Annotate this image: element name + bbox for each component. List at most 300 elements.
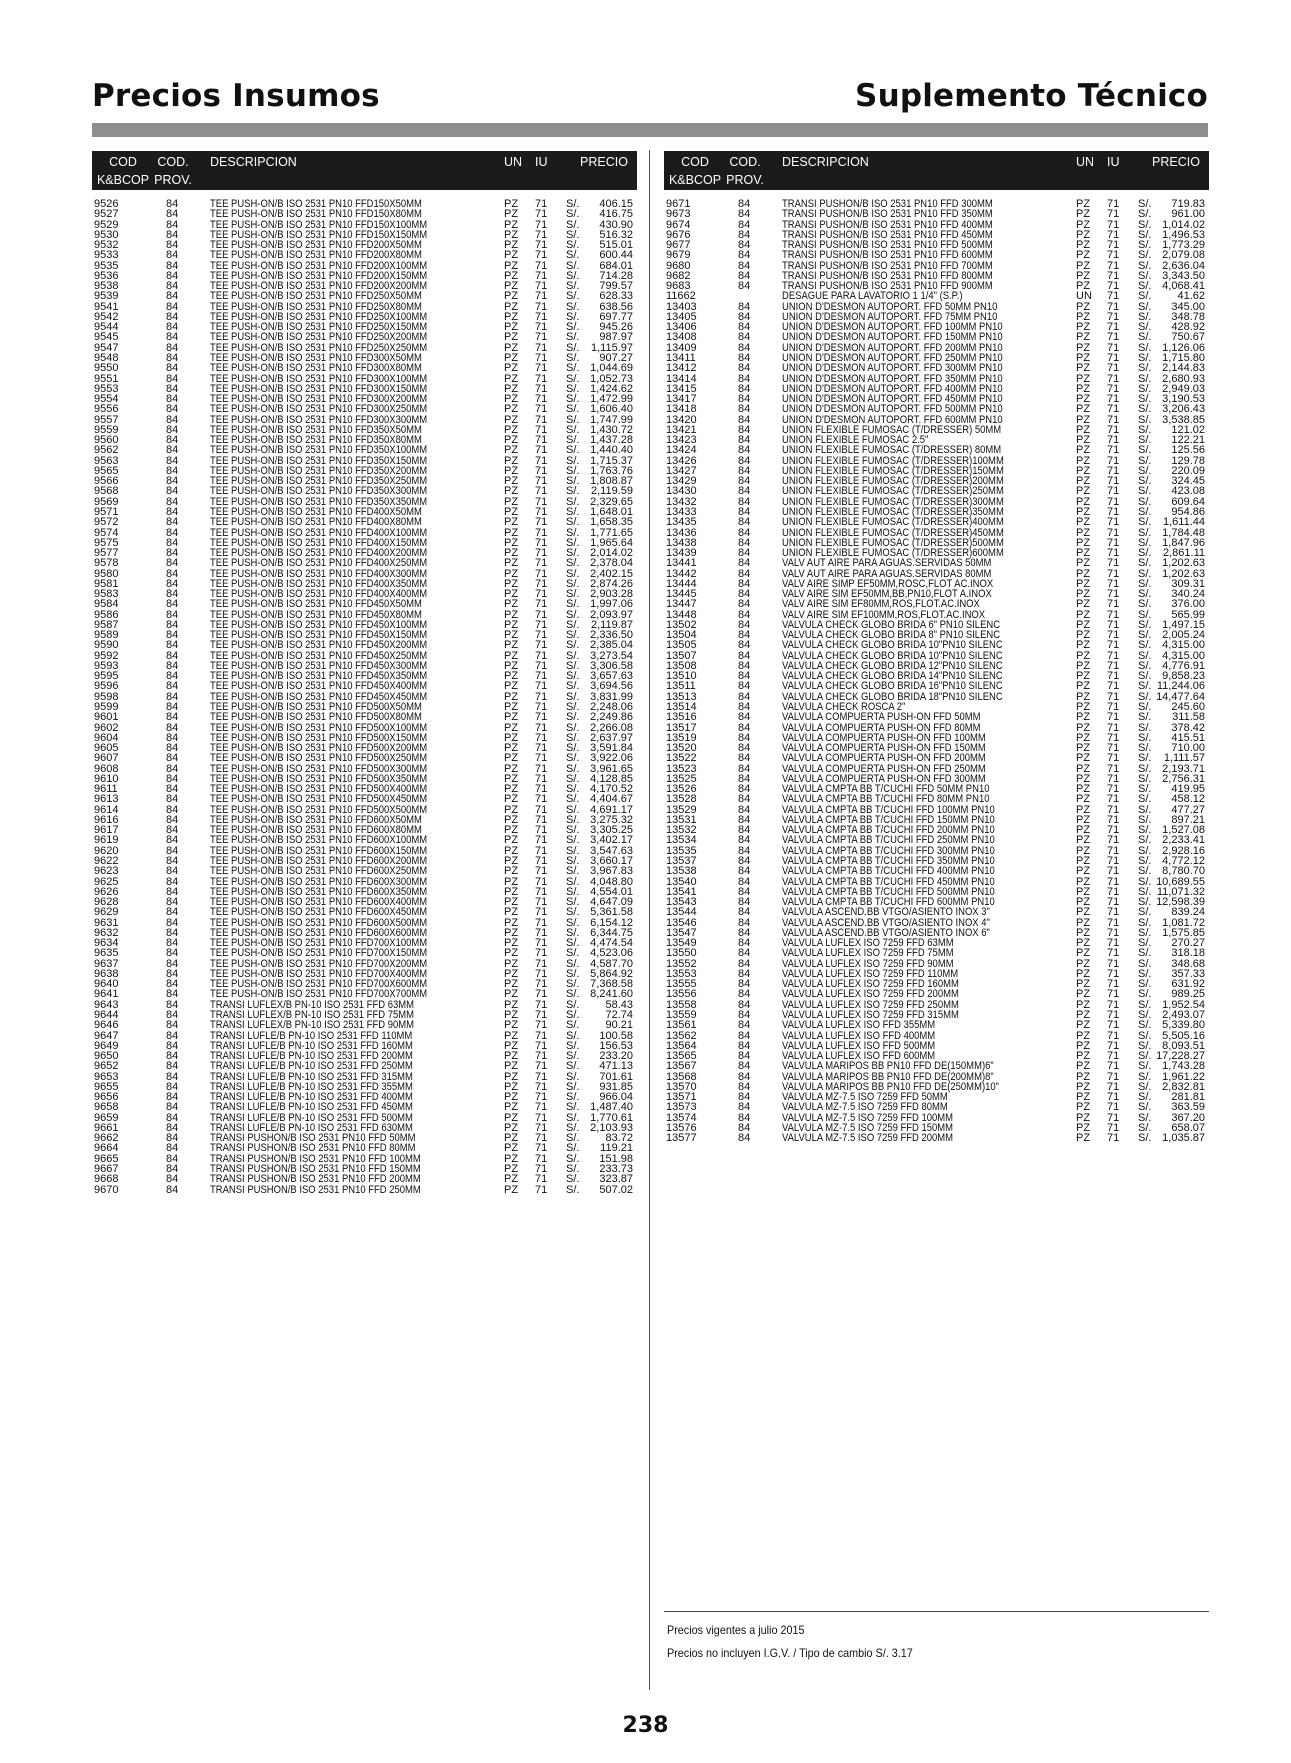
cell-iu: 71 bbox=[535, 896, 548, 909]
cell-un: PZ bbox=[504, 372, 519, 385]
cell-iu: 71 bbox=[1107, 865, 1120, 878]
cell-iu: 71 bbox=[535, 967, 548, 980]
cell-un: PZ bbox=[504, 1091, 519, 1104]
cell-prov: 84 bbox=[738, 259, 751, 272]
cell-descripcion: UNION D'DESMON AUTOPORT. FFD 200MM PN10 bbox=[782, 341, 1003, 354]
cell-currency: S/. bbox=[566, 259, 580, 272]
cell-currency: S/. bbox=[1138, 855, 1152, 867]
cell-precio: 1,052.73 bbox=[590, 372, 633, 385]
cell-prov: 84 bbox=[738, 803, 751, 816]
cell-precio: 415.51 bbox=[1171, 731, 1205, 744]
cell-precio: 1,081.72 bbox=[1162, 916, 1205, 929]
cell-un: PZ bbox=[504, 967, 519, 980]
cell-precio: 2,378.04 bbox=[590, 557, 633, 570]
cell-un: PZ bbox=[1076, 875, 1091, 888]
cell-cod: 9601 bbox=[94, 711, 119, 724]
cell-prov: 84 bbox=[166, 855, 179, 867]
cell-currency: S/. bbox=[566, 701, 580, 714]
cell-prov: 84 bbox=[738, 772, 751, 785]
cell-currency: S/. bbox=[566, 967, 580, 980]
cell-precio: 961.00 bbox=[1171, 208, 1205, 221]
cell-un: PZ bbox=[504, 865, 519, 878]
cell-un: PZ bbox=[504, 1173, 519, 1186]
cell-descripcion: VALVULA COMPUERTA PUSH-ON FFD 250MM bbox=[782, 762, 986, 775]
cell-descripcion: TEE PUSH-ON/B ISO 2531 PN10 FFD400X100MM bbox=[210, 526, 428, 539]
cell-descripcion: DESAGUE PARA LAVATORIO 1 1/4" (S.P.) bbox=[782, 290, 963, 303]
cell-prov: 84 bbox=[738, 834, 751, 847]
cell-descripcion: VALVULA CMPTA BB T/CUCHI FFD 150MM PN10 bbox=[782, 813, 995, 826]
cell-iu: 71 bbox=[535, 1019, 548, 1032]
cell-precio: 2,680.93 bbox=[1162, 372, 1205, 385]
cell-precio: 1,202.63 bbox=[1162, 567, 1205, 580]
cell-cod: 9607 bbox=[94, 752, 119, 765]
cell-currency: S/. bbox=[1138, 803, 1152, 816]
cell-cod: 9652 bbox=[94, 1060, 119, 1073]
cell-currency: S/. bbox=[566, 947, 580, 960]
cell-un: PZ bbox=[504, 772, 519, 785]
cell-descripcion: UNION D'DESMON AUTOPORT. FFD 600MM PN10 bbox=[782, 413, 1003, 426]
cell-descripcion: VALVULA CHECK GLOBO BRIDA 14"PN10 SILENC bbox=[782, 670, 1003, 683]
cell-iu: 71 bbox=[1107, 588, 1120, 601]
cell-prov: 84 bbox=[738, 844, 751, 857]
table-row bbox=[664, 1133, 1209, 1143]
cell-prov: 84 bbox=[166, 988, 179, 1001]
cell-iu: 71 bbox=[535, 393, 548, 406]
cell-iu: 71 bbox=[535, 639, 548, 652]
cell-un: PZ bbox=[1076, 1050, 1091, 1063]
cell-iu: 71 bbox=[1107, 547, 1120, 560]
cell-precio: 3,206.43 bbox=[1162, 403, 1205, 416]
cell-precio: 1,575.85 bbox=[1162, 926, 1205, 939]
cell-precio: 83.72 bbox=[605, 1132, 633, 1145]
cell-descripcion: TRANSI LUFLE/B PN-10 ISO 2531 FFD 355MM bbox=[210, 1080, 413, 1093]
cell-descripcion: TRANSI PUSHON/B ISO 2531 PN10 FFD 300MM bbox=[782, 198, 993, 210]
cell-iu: 71 bbox=[535, 495, 548, 508]
cell-prov: 84 bbox=[166, 495, 179, 508]
cell-precio: 1,808.87 bbox=[590, 475, 633, 488]
cell-prov: 84 bbox=[738, 382, 751, 395]
cell-iu: 71 bbox=[535, 505, 548, 518]
cell-iu: 71 bbox=[535, 1173, 548, 1186]
cell-un: PZ bbox=[504, 228, 519, 241]
cell-descripcion: VALVULA LUFLEX ISO 7259 FFD 63MM bbox=[782, 937, 954, 950]
cell-iu: 71 bbox=[535, 1091, 548, 1104]
cell-descripcion: VALVULA ASCEND.BB VTGO/ASIENTO INOX 6" bbox=[782, 926, 990, 939]
column-header-cod: COD K&BCOP bbox=[668, 155, 722, 187]
cell-cod: 9593 bbox=[94, 659, 119, 672]
cell-un: PZ bbox=[1076, 567, 1091, 580]
cell-currency: S/. bbox=[566, 536, 580, 549]
cell-cod: 13562 bbox=[666, 1029, 697, 1042]
cell-cod: 13538 bbox=[666, 865, 697, 878]
cell-iu: 71 bbox=[535, 464, 548, 477]
cell-prov: 84 bbox=[738, 526, 751, 539]
cell-precio: 750.67 bbox=[1171, 331, 1205, 344]
cell-currency: S/. bbox=[1138, 1050, 1152, 1063]
cell-un: PZ bbox=[504, 208, 519, 221]
cell-precio: 5,339.80 bbox=[1162, 1019, 1205, 1032]
cell-descripcion: VALV AUT AIRE PARA AGUAS.SERVIDAS 50MM bbox=[782, 557, 992, 570]
cell-precio: 1,747.99 bbox=[590, 413, 633, 426]
cell-cod: 9650 bbox=[94, 1050, 119, 1063]
cell-precio: 156.53 bbox=[599, 1039, 633, 1052]
cell-prov: 84 bbox=[738, 547, 751, 560]
cell-cod: 13411 bbox=[666, 351, 696, 364]
cell-descripcion: UNION D'DESMON AUTOPORT. FFD 100MM PN10 bbox=[782, 321, 1003, 334]
cell-cod: 9677 bbox=[666, 239, 691, 252]
cell-descripcion: UNION D'DESMON AUTOPORT. FFD 250MM PN10 bbox=[782, 351, 1003, 364]
cell-un: PZ bbox=[504, 310, 519, 323]
cell-descripcion: TEE PUSH-ON/B ISO 2531 PN10 FFD250X200MM bbox=[210, 331, 428, 344]
cell-un: PZ bbox=[1076, 947, 1091, 960]
cell-un: PZ bbox=[1076, 516, 1091, 529]
cell-currency: S/. bbox=[566, 547, 580, 560]
cell-un: PZ bbox=[504, 896, 519, 909]
cell-descripcion: VALVULA CHECK GLOBO BRIDA 10"PN10 SILENC bbox=[782, 649, 1003, 662]
cell-cod: 9656 bbox=[94, 1091, 119, 1104]
table-row bbox=[664, 1020, 1209, 1030]
cell-cod: 9554 bbox=[94, 393, 119, 406]
cell-precio: 701.61 bbox=[599, 1070, 633, 1083]
cell-descripcion: TEE PUSH-ON/B ISO 2531 PN10 FFD450X80MM bbox=[210, 608, 422, 621]
cell-descripcion: VALVULA CMPTA BB T/CUCHI FFD 350MM PN10 bbox=[782, 855, 995, 867]
cell-precio: 423.08 bbox=[1171, 485, 1205, 498]
cell-iu: 71 bbox=[535, 875, 548, 888]
cell-iu: 71 bbox=[1107, 1029, 1120, 1042]
cell-descripcion: VALVULA LUFLEX ISO 7259 FFD 75MM bbox=[782, 947, 954, 960]
cell-currency: S/. bbox=[566, 824, 580, 837]
cell-currency: S/. bbox=[566, 793, 580, 806]
cell-descripcion: TEE PUSH-ON/B ISO 2531 PN10 FFD700X700MM bbox=[210, 988, 428, 1001]
cell-descripcion: VALVULA LUFLEX ISO 7259 FFD 315MM bbox=[782, 1008, 959, 1021]
cell-iu: 71 bbox=[535, 1142, 548, 1155]
cell-precio: 2,103.93 bbox=[590, 1121, 633, 1134]
cell-iu: 71 bbox=[1107, 844, 1120, 857]
page-title-left: Precios Insumos bbox=[92, 78, 380, 114]
cell-precio: 2,119.59 bbox=[590, 485, 633, 498]
cell-prov: 84 bbox=[166, 824, 179, 837]
cell-iu: 71 bbox=[535, 618, 548, 631]
cell-currency: S/. bbox=[566, 1070, 580, 1083]
cell-descripcion: TEE PUSH-ON/B ISO 2531 PN10 FFD400X250MM bbox=[210, 557, 428, 570]
cell-descripcion: VALVULA LUFLEX ISO FFD 400MM bbox=[782, 1029, 936, 1042]
cell-prov: 84 bbox=[738, 444, 751, 457]
cell-un: PZ bbox=[1076, 1101, 1091, 1114]
cell-cod: 13540 bbox=[666, 875, 697, 888]
cell-descripcion: UNION FLEXIBLE FUMOSAC (T/DRESSER)250MM bbox=[782, 485, 1004, 498]
column-header-cod: COD K&BCOP bbox=[96, 155, 150, 187]
cell-cod: 9629 bbox=[94, 906, 119, 919]
cell-iu: 71 bbox=[535, 434, 548, 447]
cell-currency: S/. bbox=[566, 290, 580, 303]
cell-un: PZ bbox=[1076, 896, 1091, 909]
cell-iu: 71 bbox=[1107, 967, 1120, 980]
cell-un: PZ bbox=[504, 475, 519, 488]
cell-currency: S/. bbox=[1138, 618, 1152, 631]
cell-prov: 84 bbox=[738, 937, 751, 950]
cell-descripcion: TEE PUSH-ON/B ISO 2531 PN10 FFD500X300MM bbox=[210, 762, 428, 775]
cell-cod: 13564 bbox=[666, 1039, 697, 1052]
cell-cod: 9641 bbox=[94, 988, 119, 1001]
cell-currency: S/. bbox=[566, 721, 580, 734]
cell-un: PZ bbox=[1076, 1121, 1091, 1134]
cell-iu: 71 bbox=[1107, 1132, 1120, 1145]
cell-descripcion: TEE PUSH-ON/B ISO 2531 PN10 FFD600X300MM bbox=[210, 875, 428, 888]
cell-cod: 13529 bbox=[666, 803, 697, 816]
cell-precio: 931.85 bbox=[599, 1080, 633, 1093]
cell-precio: 565.99 bbox=[1171, 608, 1205, 621]
cell-iu: 71 bbox=[535, 772, 548, 785]
cell-cod: 13516 bbox=[666, 711, 697, 724]
cell-iu: 71 bbox=[535, 310, 548, 323]
column-header-un: UN bbox=[1076, 155, 1095, 169]
cell-cod: 9595 bbox=[94, 670, 119, 683]
cell-un: PZ bbox=[504, 577, 519, 590]
cell-cod: 13420 bbox=[666, 413, 697, 426]
cell-iu: 71 bbox=[1107, 526, 1120, 539]
cell-cod: 11662 bbox=[666, 290, 696, 303]
cell-descripcion: TEE PUSH-ON/B ISO 2531 PN10 FFD450X400MM bbox=[210, 680, 428, 693]
cell-prov: 84 bbox=[166, 906, 179, 919]
cell-iu: 71 bbox=[535, 1039, 548, 1052]
cell-un: PZ bbox=[504, 485, 519, 498]
cell-un: PZ bbox=[1076, 372, 1091, 385]
cell-precio: 1,763.76 bbox=[590, 464, 633, 477]
cell-prov: 84 bbox=[166, 649, 179, 662]
cell-un: PZ bbox=[1076, 690, 1091, 703]
cell-cod: 13436 bbox=[666, 526, 697, 539]
cell-precio: 5,864.92 bbox=[590, 967, 633, 980]
cell-descripcion: VALVULA COMPUERTA PUSH-ON FFD 300MM bbox=[782, 772, 986, 785]
cell-iu: 71 bbox=[1107, 885, 1120, 898]
cell-currency: S/. bbox=[566, 865, 580, 878]
cell-descripcion: TRANSI PUSHON/B ISO 2531 PN10 FFD 100MM bbox=[210, 1152, 421, 1165]
cell-precio: 3,660.17 bbox=[590, 855, 633, 867]
cell-currency: S/. bbox=[1138, 259, 1152, 272]
cell-descripcion: VALVULA LUFLEX ISO FFD 500MM bbox=[782, 1039, 936, 1052]
cell-iu: 71 bbox=[1107, 916, 1120, 929]
cell-cod: 9611 bbox=[94, 783, 118, 796]
cell-iu: 71 bbox=[1107, 906, 1120, 919]
cell-precio: 270.27 bbox=[1171, 937, 1205, 950]
cell-cod: 13448 bbox=[666, 608, 697, 621]
cell-currency: S/. bbox=[566, 690, 580, 703]
cell-precio: 41.62 bbox=[1177, 290, 1205, 303]
cell-prov: 84 bbox=[166, 885, 179, 898]
cell-iu: 71 bbox=[535, 793, 548, 806]
cell-prov: 84 bbox=[738, 1132, 751, 1145]
cell-un: PZ bbox=[1076, 659, 1091, 672]
cell-descripcion: TEE PUSH-ON/B ISO 2531 PN10 FFD450X450MM bbox=[210, 690, 428, 703]
cell-precio: 719.83 bbox=[1171, 198, 1205, 210]
cell-prov: 84 bbox=[738, 341, 751, 354]
cell-cod: 9560 bbox=[94, 434, 119, 447]
cell-un: PZ bbox=[504, 926, 519, 939]
cell-precio: 897.21 bbox=[1171, 813, 1205, 826]
cell-cod: 9649 bbox=[94, 1039, 119, 1052]
cell-un: PZ bbox=[1076, 423, 1091, 436]
cell-descripcion: UNION FLEXIBLE FUMOSAC (T/DRESSER)100MM bbox=[782, 454, 1004, 467]
cell-currency: S/. bbox=[566, 413, 580, 426]
cell-precio: 1,715.37 bbox=[590, 454, 633, 467]
cell-iu: 71 bbox=[1107, 855, 1120, 867]
cell-prov: 84 bbox=[166, 659, 179, 672]
cell-cod: 9671 bbox=[666, 198, 691, 210]
cell-iu: 71 bbox=[1107, 813, 1120, 826]
cell-currency: S/. bbox=[566, 988, 580, 1001]
cell-currency: S/. bbox=[566, 341, 580, 354]
cell-precio: 638.56 bbox=[599, 300, 633, 313]
cell-un: PZ bbox=[504, 855, 519, 867]
cell-descripcion: UNION FLEXIBLE FUMOSAC (T/DRESSER) 80MM bbox=[782, 444, 1002, 457]
cell-descripcion: VALVULA MZ-7.5 ISO 7259 FFD 100MM bbox=[782, 1111, 954, 1124]
cell-descripcion: TEE PUSH-ON/B ISO 2531 PN10 FFD350X200MM bbox=[210, 464, 428, 477]
cell-iu: 71 bbox=[535, 208, 548, 221]
cell-un: PZ bbox=[504, 1070, 519, 1083]
cell-descripcion: UNION D'DESMON AUTOPORT. FFD 300MM PN10 bbox=[782, 362, 1003, 375]
cell-iu: 71 bbox=[1107, 280, 1120, 293]
cell-iu: 71 bbox=[535, 1162, 548, 1175]
cell-prov: 84 bbox=[738, 926, 751, 939]
cell-iu: 71 bbox=[535, 803, 548, 816]
cell-cod: 9670 bbox=[94, 1183, 119, 1196]
cell-iu: 71 bbox=[1107, 670, 1120, 683]
cell-iu: 71 bbox=[535, 516, 548, 529]
cell-descripcion: TEE PUSH-ON/B ISO 2531 PN10 FFD300X80MM bbox=[210, 362, 422, 375]
cell-iu: 71 bbox=[535, 351, 548, 364]
cell-un: PZ bbox=[504, 290, 519, 303]
cell-precio: 122.21 bbox=[1171, 434, 1205, 447]
cell-iu: 71 bbox=[1107, 721, 1120, 734]
cell-precio: 1,035.87 bbox=[1162, 1132, 1205, 1145]
cell-currency: S/. bbox=[1138, 464, 1152, 477]
cell-currency: S/. bbox=[566, 588, 580, 601]
cell-un: PZ bbox=[504, 1183, 519, 1196]
cell-iu: 71 bbox=[535, 844, 548, 857]
cell-precio: 345.00 bbox=[1171, 300, 1205, 313]
cell-descripcion: TEE PUSH-ON/B ISO 2531 PN10 FFD450X350MM bbox=[210, 670, 428, 683]
cell-un: PZ bbox=[504, 239, 519, 252]
cell-currency: S/. bbox=[566, 557, 580, 570]
cell-prov: 84 bbox=[166, 834, 179, 847]
cell-descripcion: TRANSI LUFLEX/B PN-10 ISO 2531 FFD 63MM bbox=[210, 998, 414, 1011]
cell-descripcion: VALVULA LUFLEX ISO FFD 600MM bbox=[782, 1050, 936, 1063]
cell-iu: 71 bbox=[1107, 701, 1120, 714]
cell-currency: S/. bbox=[1138, 239, 1152, 252]
cell-precio: 245.60 bbox=[1171, 701, 1205, 714]
cell-currency: S/. bbox=[1138, 495, 1152, 508]
cell-un: PZ bbox=[1076, 1008, 1091, 1021]
cell-currency: S/. bbox=[566, 1019, 580, 1032]
cell-descripcion: UNION D'DESMON AUTOPORT. FFD 500MM PN10 bbox=[782, 403, 1003, 416]
cell-precio: 1,997.06 bbox=[590, 598, 633, 611]
cell-cod: 9667 bbox=[94, 1162, 119, 1175]
cell-currency: S/. bbox=[1138, 916, 1152, 929]
cell-iu: 71 bbox=[535, 1101, 548, 1114]
cell-cod: 13528 bbox=[666, 793, 697, 806]
cell-cod: 9532 bbox=[94, 239, 119, 252]
cell-descripcion: TEE PUSH-ON/B ISO 2531 PN10 FFD600X200MM bbox=[210, 855, 428, 867]
cell-currency: S/. bbox=[1138, 957, 1152, 970]
cell-un: PZ bbox=[504, 1152, 519, 1165]
column-header-iu: IU bbox=[1107, 155, 1120, 169]
cell-precio: 714.28 bbox=[599, 269, 633, 282]
cell-descripcion: TEE PUSH-ON/B ISO 2531 PN10 FFD500X500MM bbox=[210, 803, 428, 816]
cell-prov: 84 bbox=[166, 947, 179, 960]
cell-cod: 9566 bbox=[94, 475, 119, 488]
cell-un: PZ bbox=[1076, 711, 1091, 724]
cell-currency: S/. bbox=[1138, 844, 1152, 857]
cell-descripcion: VALV AIRE SIM EF80MM,ROS,FLOT.AC.INOX bbox=[782, 598, 980, 611]
cell-iu: 71 bbox=[535, 557, 548, 570]
cell-precio: 72.74 bbox=[605, 1008, 633, 1021]
cell-precio: 5,361.58 bbox=[590, 906, 633, 919]
cell-cod: 13505 bbox=[666, 639, 697, 652]
cell-cod: 13531 bbox=[666, 813, 697, 826]
cell-iu: 71 bbox=[1107, 413, 1120, 426]
cell-descripcion: TEE PUSH-ON/B ISO 2531 PN10 FFD400X350MM bbox=[210, 577, 428, 590]
cell-descripcion: TRANSI LUFLE/B PN-10 ISO 2531 FFD 400MM bbox=[210, 1091, 413, 1104]
cell-currency: S/. bbox=[566, 1121, 580, 1134]
cell-iu: 71 bbox=[535, 321, 548, 334]
cell-un: PZ bbox=[504, 1111, 519, 1124]
cell-descripcion: TEE PUSH-ON/B ISO 2531 PN10 FFD500X50MM bbox=[210, 701, 422, 714]
cell-prov: 84 bbox=[166, 300, 179, 313]
cell-precio: 2,014.02 bbox=[590, 547, 633, 560]
cell-iu: 71 bbox=[1107, 290, 1120, 303]
cell-descripcion: TEE PUSH-ON/B ISO 2531 PN10 FFD400X150MM bbox=[210, 536, 428, 549]
cell-un: PZ bbox=[1076, 557, 1091, 570]
cell-descripcion: TRANSI PUSHON/B ISO 2531 PN10 FFD 500MM bbox=[782, 239, 993, 252]
cell-currency: S/. bbox=[1138, 875, 1152, 888]
cell-precio: 428.92 bbox=[1171, 321, 1205, 334]
cell-currency: S/. bbox=[566, 629, 580, 642]
cell-currency: S/. bbox=[566, 218, 580, 231]
column-header-precio: PRECIO bbox=[1152, 155, 1200, 169]
cell-descripcion: TRANSI PUSHON/B ISO 2531 PN10 FFD 200MM bbox=[210, 1173, 421, 1186]
cell-iu: 71 bbox=[535, 711, 548, 724]
cell-precio: 233.73 bbox=[599, 1162, 633, 1175]
cell-currency: S/. bbox=[566, 926, 580, 939]
cell-precio: 1,965.64 bbox=[590, 536, 633, 549]
cell-iu: 71 bbox=[535, 1111, 548, 1124]
cell-cod: 13421 bbox=[666, 423, 697, 436]
cell-currency: S/. bbox=[1138, 793, 1152, 806]
cell-cod: 9565 bbox=[94, 464, 119, 477]
cell-currency: S/. bbox=[566, 423, 580, 436]
cell-descripcion: TEE PUSH-ON/B ISO 2531 PN10 FFD500X100MM bbox=[210, 721, 428, 734]
cell-un: PZ bbox=[504, 557, 519, 570]
cell-precio: 363.59 bbox=[1171, 1101, 1205, 1114]
cell-precio: 507.02 bbox=[599, 1183, 633, 1196]
cell-cod: 13573 bbox=[666, 1101, 697, 1114]
cell-precio: 1,658.35 bbox=[590, 516, 633, 529]
cell-un: PZ bbox=[504, 526, 519, 539]
cell-precio: 2,233.41 bbox=[1162, 834, 1205, 847]
cell-precio: 987.97 bbox=[599, 331, 633, 344]
cell-iu: 71 bbox=[1107, 690, 1120, 703]
cell-currency: S/. bbox=[566, 608, 580, 621]
cell-iu: 71 bbox=[1107, 762, 1120, 775]
cell-descripcion: TRANSI PUSHON/B ISO 2531 PN10 FFD 450MM bbox=[782, 228, 993, 241]
cell-un: PZ bbox=[504, 1008, 519, 1021]
cell-currency: S/. bbox=[566, 1152, 580, 1165]
cell-prov: 84 bbox=[166, 793, 179, 806]
cell-prov: 84 bbox=[166, 310, 179, 323]
cell-iu: 71 bbox=[1107, 1070, 1120, 1083]
cell-iu: 71 bbox=[535, 475, 548, 488]
cell-currency: S/. bbox=[566, 321, 580, 334]
